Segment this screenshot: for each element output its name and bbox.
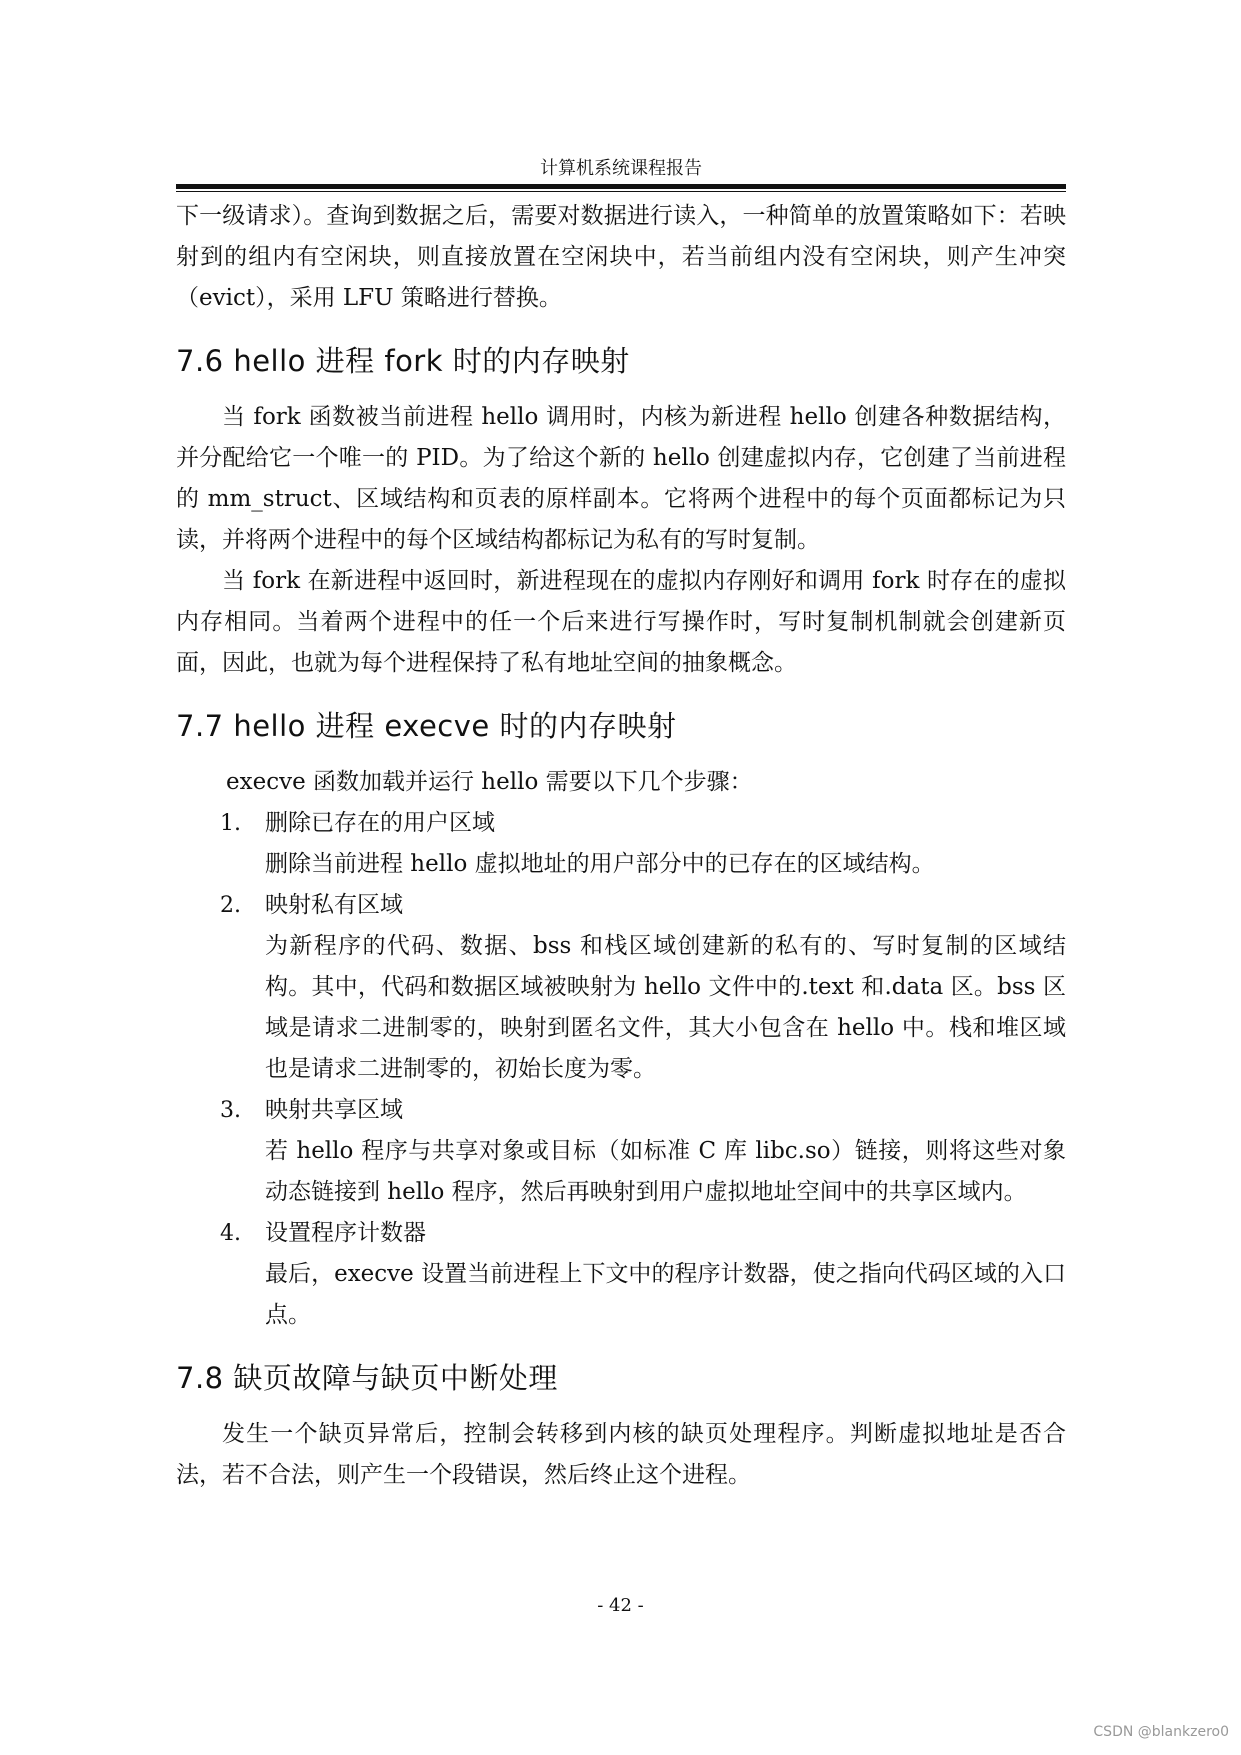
csdn-watermark: CSDN @blankzero0 xyxy=(1093,1724,1229,1740)
step-description: 若 hello 程序与共享对象或目标（如标准 C 库 libc.so）链接，则将这些对象动态链接到 hello 程序，然后再映射到用户虚拟地址空间中的共享区域内。 xyxy=(265,1138,1066,1205)
intro-paragraph: 下一级请求）。查询到数据之后，需要对数据进行读入，一种简单的放置策略如下：若映射到的组内有空闲块，则直接放置在空闲块中，若当前组内没有空闲块，则产生冲突（evict），采用 LFU 策略进行替换。 xyxy=(176,203,1066,311)
section-heading-7-6: 7.6 hello 进程 fork 时的内存映射 xyxy=(176,344,630,378)
list-item xyxy=(176,885,1066,1090)
step-title: 映射私有区域 xyxy=(265,892,403,918)
step-title: 映射共享区域 xyxy=(265,1097,403,1123)
header-rule-thin xyxy=(176,191,1066,192)
section-7-6-paragraph-1: 当 fork 函数被当前进程 hello 调用时，内核为新进程 hello 创建各种数据结构，并分配给它一个唯一的 PID。为了给这个新的 hello 创建虚拟内存，它创建了当前进程的 mm_struct、区域结构和页表的原样副本。它将两个进程中的每个页面都标记为只读，并将两个进程中的每个区域结构都标记为私有的写时复制。 xyxy=(176,404,1066,553)
step-description: 为新程序的代码、数据、bss 和栈区域创建新的私有的、写时复制的区域结构。其中，代码和数据区域被映射为 hello 文件中的.text 和.data 区。bss 区域是请求二进制零的，映射到匿名文件，其大小包含在 hello 中。栈和堆区域也是请求二进制零的，初始长度为零。 xyxy=(265,933,1066,1082)
step-number: 3. xyxy=(220,1098,241,1123)
step-title: 删除已存在的用户区域 xyxy=(265,810,495,836)
section-7-7-lead: execve 函数加载并运行 hello 需要以下几个步骤： xyxy=(226,769,753,795)
page-content xyxy=(176,196,1066,1496)
section-heading-7-8: 7.8 缺页故障与缺页中断处理 xyxy=(176,1361,558,1395)
page-number: - 42 - xyxy=(597,1595,644,1616)
running-header: 计算机系统课程报告 xyxy=(540,158,702,179)
list-item xyxy=(176,803,1066,885)
section-7-8-paragraph-1: 发生一个缺页异常后，控制会转移到内核的缺页处理程序。判断虚拟地址是否合法，若不合法，则产生一个段错误，然后终止这个进程。 xyxy=(176,1421,1066,1488)
header-rule-thick xyxy=(176,184,1066,189)
list-item xyxy=(176,1090,1066,1213)
step-description: 最后，execve 设置当前进程上下文中的程序计数器，使之指向代码区域的入口点。 xyxy=(265,1261,1066,1328)
step-number: 2. xyxy=(220,893,241,918)
section-7-6-paragraph-2: 当 fork 在新进程中返回时，新进程现在的虚拟内存刚好和调用 fork 时存在的虚拟内存相同。当着两个进程中的任一个后来进行写操作时，写时复制机制就会创建新页面，因此，也就为每个进程保持了私有地址空间的抽象概念。 xyxy=(176,568,1066,676)
list-item xyxy=(176,1213,1066,1336)
step-number: 1. xyxy=(220,811,241,836)
execve-steps-list xyxy=(176,803,1066,1336)
step-number: 4. xyxy=(220,1221,241,1246)
step-description: 删除当前进程 hello 虚拟地址的用户部分中的已存在的区域结构。 xyxy=(265,851,935,877)
section-heading-7-7: 7.7 hello 进程 execve 时的内存映射 xyxy=(176,709,677,743)
step-title: 设置程序计数器 xyxy=(265,1220,426,1246)
